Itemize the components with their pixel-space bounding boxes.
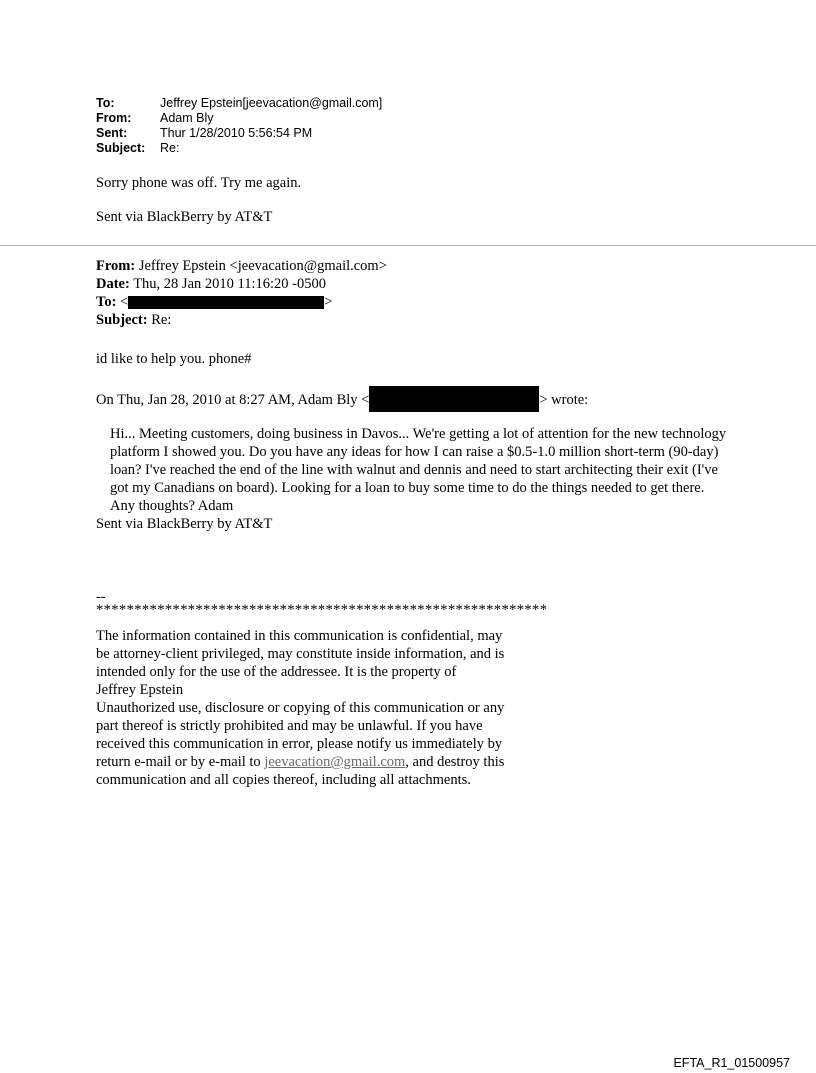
redaction-bar [369, 386, 539, 412]
disclaimer-text-after: , and destroy this communication and all copies thereof, including all attachments. [96, 754, 505, 788]
email-header [96, 96, 382, 156]
forwarded-body: id like to help you. phone# [96, 351, 252, 367]
from-value: Adam Bly [160, 111, 214, 125]
document-id: EFTA_R1_01500957 [673, 1056, 790, 1070]
fwd-date-label: Date: [96, 276, 130, 292]
to-label: To: [96, 96, 115, 110]
email-link[interactable]: jeevacation@gmail.com [264, 754, 406, 770]
fwd-from-label: From: [96, 258, 136, 274]
quote-intro-before: On Thu, Jan 28, 2010 at 8:27 AM, Adam Bly < [96, 392, 370, 408]
fwd-date-value: Thu, 28 Jan 2010 11:16:20 -0500 [133, 276, 326, 292]
reply-body: Sorry phone was off. Try me again. [96, 175, 302, 191]
fwd-from-row [96, 257, 387, 275]
message-divider [0, 245, 816, 246]
signature-dashes: -- [96, 589, 106, 605]
fwd-from-value: Jeffrey Epstein <jeevacation@gmail.com> [138, 258, 387, 274]
header-sent-row [96, 126, 382, 141]
redaction-bar [128, 296, 324, 309]
quote-intro [96, 386, 588, 412]
header-subject-row [96, 141, 382, 156]
sent-label: Sent: [96, 126, 128, 140]
reply-signature: Sent via BlackBerry by AT&T [96, 209, 273, 225]
from-label: From: [96, 111, 132, 125]
to-value: Jeffrey Epstein[jeevacation@gmail.com] [160, 96, 383, 110]
fwd-date-row [96, 275, 387, 293]
fwd-to-row [96, 293, 387, 311]
forwarded-header [96, 257, 387, 329]
sent-value: Thur 1/28/2010 5:56:54 PM [160, 126, 313, 140]
fwd-to-label: To: [96, 294, 117, 310]
header-from-row [96, 111, 382, 126]
quote-intro-after: > wrote: [539, 392, 589, 408]
subject-value: Re: [160, 141, 180, 155]
disclaimer-text-1: The information contained in this communication is confidential, may be attorney-client privileged, may constitute inside information, and is intended only for the use of the addressee. It is the property of [96, 628, 505, 680]
disclaimer-text-middle: Unauthorized use, disclosure or copying of this communication or any part thereof is strictly prohibited and may be unlawful. If you have received this communication in error, please notify us immediately by return e-mail or by e-mail to [96, 700, 505, 770]
fwd-subject-label: Subject: [96, 312, 148, 328]
separator-stars: *********************************************************** [96, 602, 548, 618]
fwd-to-open: < [120, 294, 129, 310]
quoted-message-body: Hi... Meeting customers, doing business in Davos... We're getting a lot of attention for the new technology platform I showed you. Do you have any ideas for how I can raise a $0.5-1.0 million short-term (90-day) loan? I've reached the end of the line with walnut and dennis and need to start architecting their exit (I've got my Canadians on board). Looking for a loan to buy some time to do the things needed to get there. Any thoughts? Adam [110, 426, 727, 514]
subject-label: Subject: [96, 141, 146, 155]
confidentiality-disclaimer [96, 627, 516, 789]
fwd-subject-value: Re: [151, 312, 172, 328]
disclaimer-owner: Jeffrey Epstein [96, 682, 184, 698]
fwd-subject-row [96, 311, 387, 329]
quoted-signature: Sent via BlackBerry by AT&T [96, 516, 273, 532]
fwd-to-close: > [324, 294, 333, 310]
disclaimer-text-2 [96, 699, 516, 789]
header-to-row [96, 96, 382, 111]
